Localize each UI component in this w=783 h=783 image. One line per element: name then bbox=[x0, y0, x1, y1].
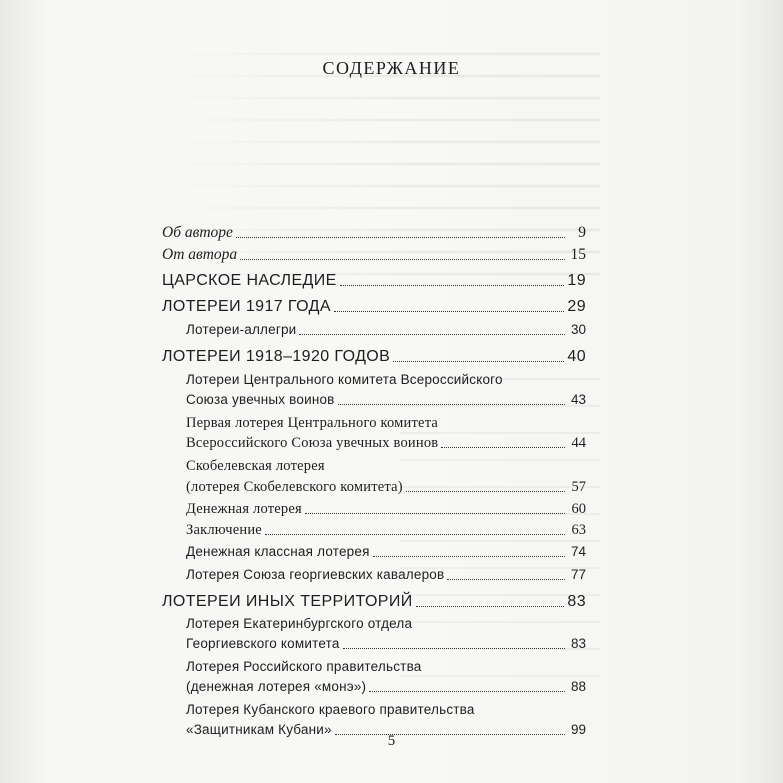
toc-entry-title: От автора bbox=[162, 246, 238, 263]
toc-entry bbox=[162, 434, 586, 452]
toc-entry bbox=[162, 321, 586, 339]
toc-entry-page: 43 bbox=[570, 392, 586, 407]
toc-entry-page: 9 bbox=[578, 224, 586, 241]
toc-entry-page: 63 bbox=[571, 522, 586, 538]
toc-section-title: ЛОТЕРЕИ 1918–1920 ГОДОВ bbox=[162, 348, 391, 365]
toc-entry bbox=[162, 224, 586, 242]
toc-entry-title: Лотереи-аллегри bbox=[186, 322, 297, 337]
toc-entry-first-line: Лотерея Екатеринбургского отдела bbox=[186, 616, 413, 631]
leader-dots bbox=[265, 534, 565, 535]
toc-section-page: 19 bbox=[567, 272, 586, 289]
toc-section bbox=[162, 272, 586, 290]
toc-entry bbox=[162, 521, 586, 539]
toc-entry-page: 15 bbox=[570, 246, 586, 263]
toc-entry-title: Лотерея Союза георгиевских кавалеров bbox=[186, 567, 445, 582]
toc-entry-title: Денежная лотерея bbox=[186, 501, 302, 517]
leader-dots bbox=[447, 579, 565, 580]
leader-dots bbox=[299, 334, 565, 335]
toc-entry-title: (лотерея Скобелевского комитета) bbox=[186, 479, 403, 495]
toc-entry-first-line: Лотерея Кубанского краевого правительства bbox=[186, 702, 475, 717]
leader-dots bbox=[338, 404, 565, 405]
leader-dots bbox=[441, 447, 565, 448]
toc-entry-page: 57 bbox=[571, 479, 586, 495]
toc-entry-page: 83 bbox=[570, 636, 586, 651]
leader-dots bbox=[406, 491, 565, 492]
toc-entry-title: (денежная лотерея «монэ») bbox=[186, 679, 367, 694]
toc-entry bbox=[162, 478, 586, 496]
leader-dots bbox=[305, 513, 565, 514]
toc-entry-title: Союза увечных воинов bbox=[186, 392, 335, 407]
toc-section-page: 40 bbox=[567, 348, 586, 365]
leader-dots bbox=[369, 691, 565, 692]
leader-dots bbox=[343, 648, 565, 649]
toc-entry-title: «Защитникам Кубани» bbox=[186, 722, 332, 737]
toc-entry bbox=[162, 566, 586, 584]
leader-dots bbox=[393, 361, 564, 362]
leader-dots bbox=[240, 259, 565, 260]
page-number: 5 bbox=[387, 733, 396, 749]
toc-entry-page: 77 bbox=[570, 567, 586, 582]
toc-section-title: ЛОТЕРЕИ ИНЫХ ТЕРРИТОРИЙ bbox=[162, 593, 413, 610]
toc-section-page: 29 bbox=[567, 298, 586, 315]
toc-entry-first-line: Лотереи Центрального комитета Всероссийского bbox=[186, 372, 503, 387]
toc-entry bbox=[162, 500, 586, 518]
toc-section-title: ЛОТЕРЕИ 1917 ГОДА bbox=[162, 298, 331, 315]
leader-dots bbox=[236, 237, 565, 238]
leader-dots bbox=[340, 285, 565, 286]
toc-entry-page: 74 bbox=[570, 544, 586, 559]
toc-section-page: 83 bbox=[567, 593, 586, 610]
toc-entry-first-line: Лотерея Российского правительства bbox=[186, 659, 422, 674]
toc-entry-first-line: Первая лотерея Центрального комитета bbox=[186, 415, 439, 431]
toc-entry-page: 99 bbox=[570, 722, 586, 737]
toc-entry-page: 60 bbox=[571, 501, 586, 517]
toc-section bbox=[162, 593, 586, 611]
table-of-contents bbox=[162, 224, 586, 739]
toc-section-title: ЦАРСКОЕ НАСЛЕДИЕ bbox=[162, 272, 337, 289]
toc-entry-first-line: Скобелевская лотерея bbox=[186, 458, 325, 474]
toc-entry-page: 44 bbox=[571, 435, 586, 451]
toc-entry bbox=[162, 635, 586, 653]
leader-dots bbox=[373, 556, 565, 557]
toc-entry-page: 30 bbox=[570, 322, 586, 337]
toc-entry bbox=[162, 246, 586, 264]
toc-entry-title: Всероссийского Союза увечных воинов bbox=[186, 435, 439, 451]
toc-entry bbox=[162, 391, 586, 409]
toc-entry-page: 88 bbox=[570, 679, 586, 694]
toc-section bbox=[162, 348, 586, 366]
toc-entry-title: Денежная классная лотерея bbox=[186, 544, 370, 559]
toc-section bbox=[162, 298, 586, 316]
page-title: СОДЕРЖАНИЕ bbox=[322, 58, 461, 78]
toc-entry-title: Георгиевского комитета bbox=[186, 636, 340, 651]
toc-entry bbox=[162, 543, 586, 561]
leader-dots bbox=[416, 606, 565, 607]
toc-entry-title: Об авторе bbox=[162, 224, 233, 241]
leader-dots bbox=[334, 311, 565, 312]
toc-entry-title: Заключение bbox=[186, 522, 262, 538]
toc-entry bbox=[162, 678, 586, 696]
